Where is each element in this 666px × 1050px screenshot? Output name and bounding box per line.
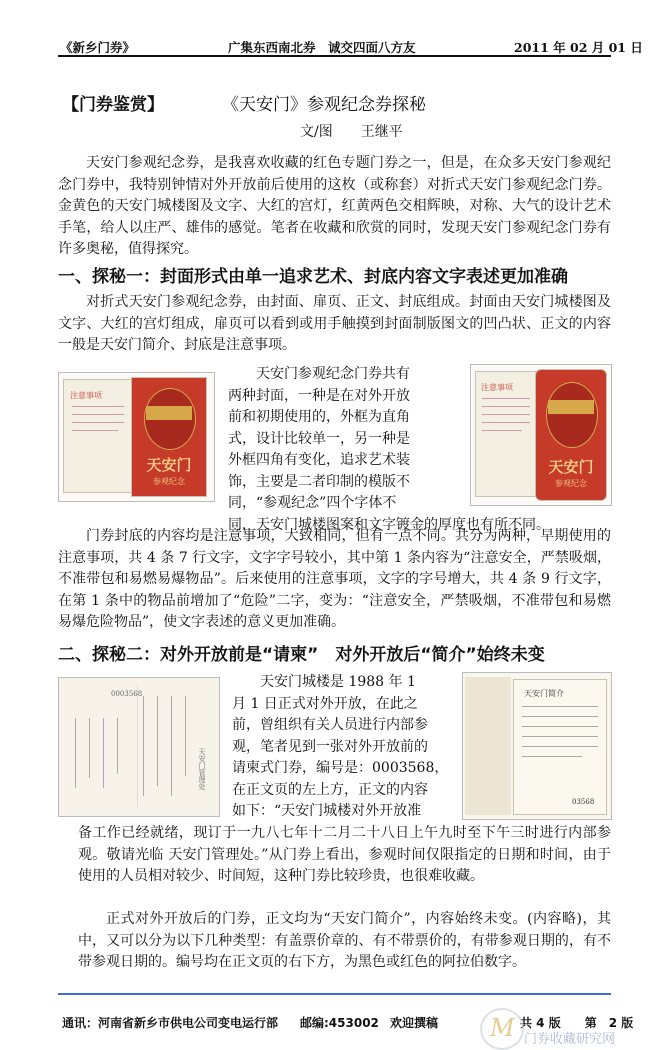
invitation-sender: 天安门管理处 — [198, 748, 206, 790]
ticket-photo-early — [58, 372, 215, 502]
watermark-text: 门券收藏研究网 — [524, 1032, 616, 1047]
s1-p2-line: 两种封面，一种是在对外开放 — [228, 387, 410, 404]
intro-text: 天安门参观纪念券，是我喜欢收藏的红色专题门券之一，但是，在众多天安门参观纪念门券中，我特别钟情对外开放前后使用的这枚（或称套）对折式天安门参观纪念门券。金黄色的天安门城楼图及文字、大红的宫灯，红黄两色交相辉映，对称、大气的设计艺术手笔，给人以庄严、雄伟的感觉。笔者在收藏和欣赏的同时，发现天安门参观纪念门券有许多奥秘，值得探究。 — [58, 155, 611, 257]
ticket2-subtitle: 参观纪念 — [555, 479, 587, 488]
intro-card-heading: 天安门简介 — [524, 689, 564, 698]
s1-p2-line: 外框四角有变化，追求艺术装 — [228, 452, 410, 468]
s2-line: 月 1 日正式对外开放，在此之 — [232, 695, 418, 712]
lantern-icon — [546, 382, 598, 448]
s1-p2-line: 同，“参观纪念”四个字体不 — [228, 495, 397, 511]
ticket-cover-red — [131, 377, 207, 497]
ticket-back-notes — [63, 379, 133, 493]
s1-p1-text: 对折式天安门参观纪念券，由封面、扉页、正文、封底组成。封面由天安门城楼图及文字、大红的宫灯组成，扉页可以看到或用手触摸到封面制版图文的凹凸状、正文的内容一般是天安门简介、封底是注意事项。 — [58, 294, 611, 353]
intro-paragraph — [58, 153, 611, 261]
s2-line: 观，笔者见到一张对外开放前的 — [232, 738, 428, 755]
ticket1-subtitle: 参观纪念 — [153, 477, 185, 486]
section1-heading: 一、探秘一：封面形式由单一追求艺术、封底内容文字表述更加准确 — [58, 267, 568, 287]
ticket2-title: 天安门 — [548, 458, 594, 476]
footer-call-for-papers: 欢迎撰稿 — [390, 1016, 439, 1030]
s2-paragraph-1-wrap — [232, 672, 457, 823]
intro-card-left-panel — [465, 677, 511, 815]
s1-paragraph-3 — [58, 526, 611, 634]
footer-postcode: 邮编:453002 — [300, 1016, 379, 1030]
watermark-logo-icon: M — [480, 1008, 524, 1050]
s2-line: 天安门城楼是 1988 年 1 — [260, 674, 416, 690]
invitation-left-page — [65, 684, 143, 808]
ticket1-back-heading: 注意事项 — [70, 391, 102, 400]
s2-paragraph-1-rest — [78, 823, 611, 888]
s2-p2-text: 正式对外开放后的门券，正文均为“天安门简介”，内容始终未变。(内容略)，其中，又可以分为以下几种类型：有盖票价章的、有不带票价的，有带参观日期的，有不带参观日期的。编号均在正文页的右下方，为黑色或红色的阿拉伯数字。 — [78, 911, 611, 970]
footer-page-info: 共 4 版 第 2 版 — [520, 1016, 634, 1030]
s1-p2-line: 饰，主要是二者印制的模版不 — [228, 473, 410, 490]
header-slogan: 广集东西南北券 诚交四面八方友 — [228, 40, 416, 55]
ticket2-back-notes — [475, 371, 537, 497]
header-publication: 《新乡门券》 — [60, 40, 136, 55]
byline: 文/图 王继平 — [300, 124, 403, 140]
s1-p2-line: 同，天安门城楼图案和文字镀金的厚度也有所不同。 — [228, 516, 550, 533]
intro-card-page — [513, 679, 607, 815]
s1-p2-line: 天安门参观纪念门券共有 — [256, 366, 410, 382]
section2-heading: 二、探秘二：对外开放前是“请柬” 对外开放后“简介”始终未变 — [58, 645, 545, 665]
s1-p3-text: 门券封底的内容均是注意事项，大致相同，但有一点不同。共分为两种，早期使用的注意事项，共 4 条 7 行文字，文字字号较小，其中第 1 条内容为“注意安全，严禁吸烟，不准带包和易燃易爆物品”。后来使用的注意事项，文字的字号增大，共 4 条 9 行文字，在第 1 条中的物品前增加了“危险”二字，变为：“注意安全，严禁吸烟，不准带包和易燃易爆危险物品”，使文字表述的意义更加准确。 — [58, 528, 611, 630]
s1-paragraph-1 — [58, 292, 611, 357]
tiananmen-gate-icon — [146, 406, 192, 420]
footer-rule — [58, 993, 611, 995]
s2-line: 如下：“天安门城楼对外开放准 — [232, 803, 422, 819]
footer-address: 通讯：河南省新乡市供电公司变电运行部 — [62, 1016, 279, 1030]
s2-line: 前，曾组织有关人员进行内部参 — [232, 717, 428, 733]
invitation-number: 0003568 — [111, 690, 143, 698]
section-tag: 【门券鉴赏】 — [62, 95, 164, 115]
article-title: 《天安门》参观纪念券探秘 — [222, 95, 426, 115]
tiananmen-gate-icon — [548, 400, 594, 414]
header-date: 2011 年 02 月 01 日 — [514, 40, 643, 55]
s2-line: 请柬式门券，编号是：0003568， — [232, 760, 449, 776]
s1-p2-line: 式，设计比较单一，另一种是 — [228, 430, 410, 447]
ticket-photo-later — [470, 364, 612, 506]
intro-card-photo — [462, 672, 612, 820]
header-rule — [58, 55, 611, 57]
invitation-ticket-photo — [58, 677, 220, 817]
s2-p1-rest-text: 备工作已经就绪，现订于一九八七年十二月二十八日上午九时至下午三时进行内部参观。敬请光临 天安门管理处。”从门券上看出，参观时间仅限指定的日期和时间，由于使用的人员相对较少、时间短，这种门券比较珍贵，也很难收藏。 — [78, 825, 611, 884]
ticket1-title: 天安门 — [146, 456, 192, 474]
intro-card-number: 03568 — [572, 798, 595, 806]
ticket2-cover-red — [535, 369, 607, 501]
s1-p2-line: 前和初期使用的，外框为直角 — [228, 409, 410, 425]
s2-line: 在正文页的左上方，正文的内容 — [232, 781, 428, 798]
ticket2-back-heading: 注意事项 — [481, 383, 513, 392]
s2-paragraph-2 — [78, 909, 611, 974]
